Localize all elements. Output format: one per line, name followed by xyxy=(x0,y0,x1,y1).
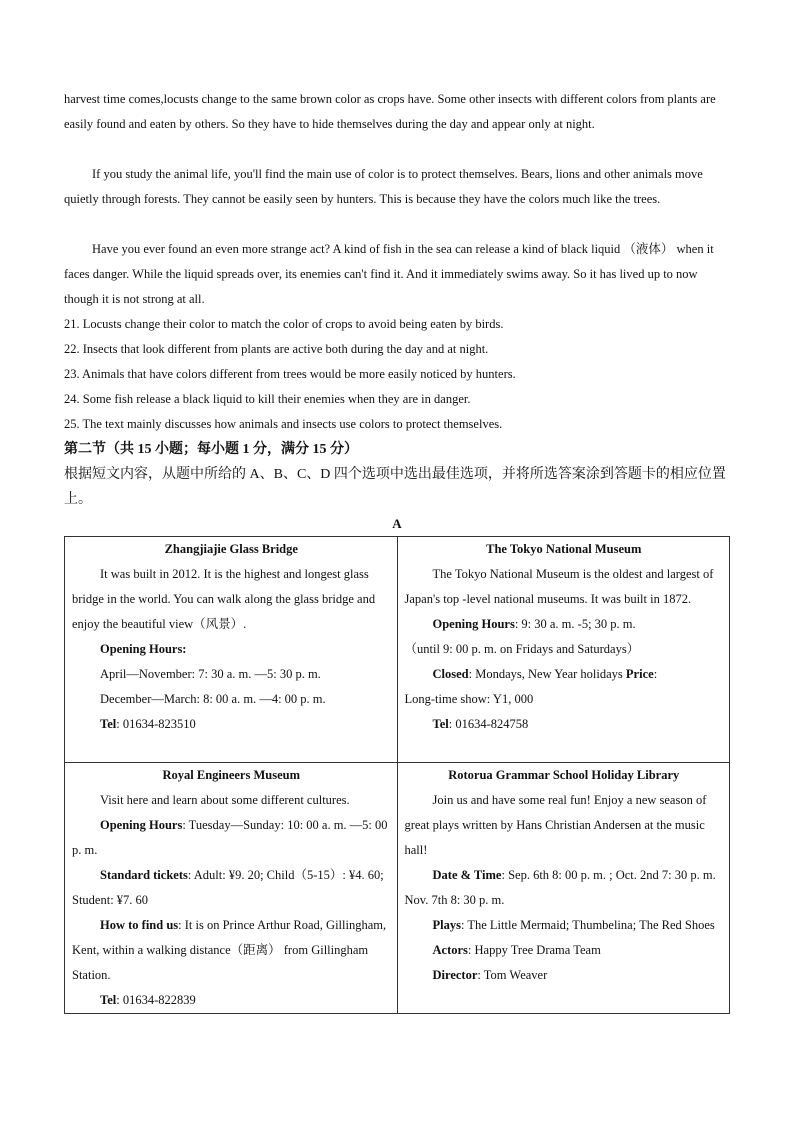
ad-rotorua-library xyxy=(397,763,730,1014)
how-to-find-us xyxy=(72,913,391,988)
opening-hours-value: : 9: 30 a. m. -5; 30 p. m. xyxy=(514,617,636,631)
date-value: : Sep. 6th 8: 00 p. m. ; Oct. 2nd 7: 30 p. m. Nov. 7th 8: 30 p. m. xyxy=(404,868,716,907)
standard-tickets xyxy=(72,863,391,913)
find-value: : It is on Prince Arthur Road, Gillingham, Kent, within a walking distance（距离） from Gillingham Station. xyxy=(72,918,387,982)
tel-label: Tel xyxy=(100,993,117,1007)
closed-label: Closed xyxy=(432,667,469,681)
tel-number: : 01634-824758 xyxy=(448,717,529,731)
passage-label: A xyxy=(392,516,402,531)
ad-title: Rotorua Grammar School Holiday Library xyxy=(448,768,680,782)
actors xyxy=(405,938,724,963)
ad-description: It was built in 2012. It is the highest and longest glass bridge in the world. You can walk along the glass bridge and enjoy the beautiful view（风景）. xyxy=(72,567,376,631)
section-instruction: 根据短文内容，从题中所给的 A、B、C、D 四个选项中选出最佳选项，并将所选答案涂到答题卡的相应位置上。 xyxy=(64,467,726,507)
statement-22: 22. Insects that look different from plants are active both during the day and at night. xyxy=(64,342,489,356)
telephone xyxy=(72,712,391,737)
opening-hours-line: December—March: 8: 00 a. m. —4: 00 p. m. xyxy=(100,692,326,706)
passage-paragraph-1: harvest time comes,locusts change to the same brown color as crops have. Some other insects with different colors from plants are easily found and eaten by others. So they have to hide themselves during the day and appear only at night. xyxy=(64,92,716,131)
price-value: Long-time show: Y1, 000 xyxy=(404,692,534,706)
find-label: How to find us xyxy=(100,918,179,932)
tickets-value: : Adult: ¥9. 20; Child（5-15）: ¥4. 60; Student: ¥7. 60 xyxy=(72,868,384,907)
ad-title: Zhangjiajie Glass Bridge xyxy=(164,542,298,556)
date-label: Date & Time xyxy=(432,868,502,882)
price-colon: : xyxy=(653,667,658,681)
ad-title: The Tokyo National Museum xyxy=(486,542,642,556)
ad-description: Join us and have some real fun! Enjoy a new season of great plays written by Hans Christian Andersen at the music hall! xyxy=(404,793,707,857)
ad-glass-bridge xyxy=(65,537,398,763)
director-label: Director xyxy=(432,968,478,982)
opening-hours-note: （until 9: 00 p. m. on Fridays and Saturdays） xyxy=(404,642,640,656)
telephone xyxy=(72,988,391,1013)
actors-value: : Happy Tree Drama Team xyxy=(467,943,601,957)
opening-hours xyxy=(72,813,391,863)
opening-hours-label: Opening Hours: xyxy=(100,642,187,656)
tel-number: : 01634-822839 xyxy=(116,993,196,1007)
ad-royal-engineers xyxy=(65,763,398,1014)
price-label: Price xyxy=(625,667,654,681)
ad-description: The Tokyo National Museum is the oldest and largest of Japan's top -level national museums. It was built in 1872. xyxy=(404,567,714,606)
date-time xyxy=(405,863,724,913)
opening-hours xyxy=(405,612,724,637)
director-value: : Tom Weaver xyxy=(477,968,548,982)
ads-table xyxy=(64,536,730,1014)
statement-25: 25. The text mainly discusses how animals and insects use colors to protect themselves. xyxy=(64,417,503,431)
tickets-label: Standard tickets xyxy=(100,868,188,882)
tel-number: : 01634-823510 xyxy=(116,717,196,731)
plays-label: Plays xyxy=(432,918,461,932)
director xyxy=(405,963,724,988)
ad-description: Visit here and learn about some different cultures. xyxy=(100,793,350,807)
passage-paragraph-3: Have you ever found an even more strange act? A kind of fish in the sea can release a kind of black liquid （液体） when it faces danger. While the liquid spreads over, its enemies can't find it. And it immediately swims away. So it has lived up to now though it is not strong at all. xyxy=(64,242,714,306)
plays xyxy=(405,913,724,938)
statement-23: 23. Animals that have colors different from trees would be more easily noticed by hunters. xyxy=(64,367,516,381)
telephone xyxy=(405,712,724,737)
statement-21: 21. Locusts change their color to match the color of crops to avoid being eaten by birds. xyxy=(64,317,504,331)
closed-value: : Mondays, New Year holidays xyxy=(468,667,626,681)
opening-hours-line: April—November: 7: 30 a. m. —5: 30 p. m. xyxy=(100,667,321,681)
actors-label: Actors xyxy=(432,943,468,957)
closed-price xyxy=(405,662,724,687)
statement-24: 24. Some fish release a black liquid to kill their enemies when they are in danger. xyxy=(64,392,471,406)
plays-value: : The Little Mermaid; Thumbelina; The Red Shoes xyxy=(460,918,715,932)
ad-tokyo-museum xyxy=(397,537,730,763)
section-title: 第二节（共 15 小题；每小题 1 分，满分 15 分） xyxy=(64,442,358,457)
opening-hours-label: Opening Hours xyxy=(432,617,515,631)
ad-title: Royal Engineers Museum xyxy=(162,768,300,782)
tel-label: Tel xyxy=(100,717,117,731)
passage-paragraph-2: If you study the animal life, you'll find the main use of color is to protect themselves. Bears, lions and other animals move quietly through forests. They cannot be easily seen by hunters. This is because they have the colors much like the trees. xyxy=(64,167,703,206)
opening-hours-value: : Tuesday—Sunday: 10: 00 a. m. —5: 00 p. m. xyxy=(72,818,388,857)
tel-label: Tel xyxy=(432,717,449,731)
opening-hours-label: Opening Hours xyxy=(100,818,183,832)
